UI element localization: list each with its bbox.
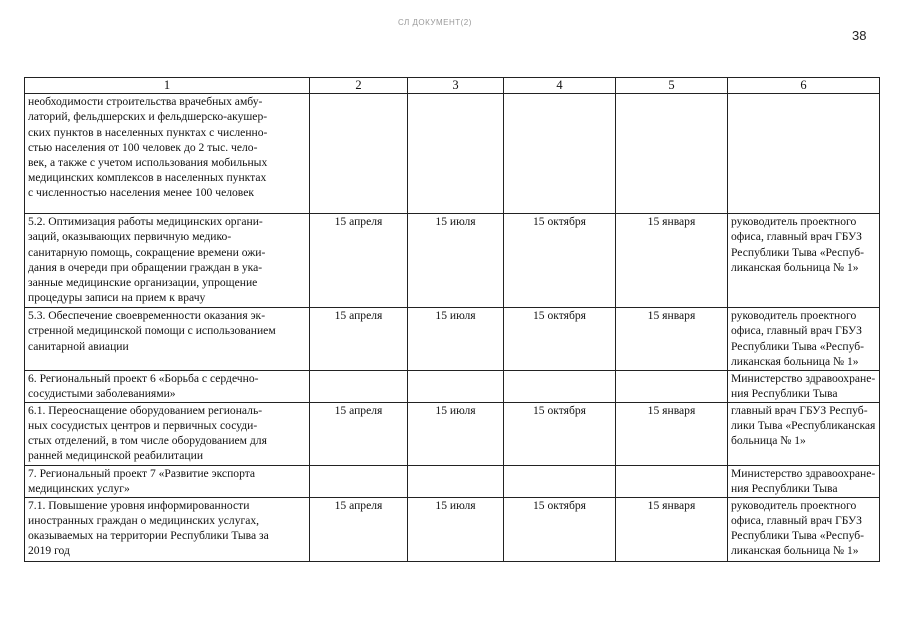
table-body xyxy=(25,78,880,562)
measure-text-line: необходимости строительства врачебных амбу- xyxy=(28,95,263,109)
deadline-cell: 15 июля xyxy=(408,308,504,371)
measure-text-line: заций, оказывающих первичную медико- xyxy=(28,230,232,244)
measure-text-line: 5.2. Оптимизация работы медицинских органи- xyxy=(28,215,263,229)
deadline-cell: 15 апреля xyxy=(310,214,408,308)
table-row xyxy=(25,371,880,402)
table-header-row xyxy=(25,78,880,94)
deadline-cell: 15 января xyxy=(616,308,728,371)
deadline-cell: 15 января xyxy=(616,214,728,308)
measure-text-line: 5.3. Обеспечение своевременности оказания эк- xyxy=(28,309,266,323)
deadline-cell: 15 июля xyxy=(408,214,504,308)
measure-text-line: стых отделений, в том числе оборудованием для xyxy=(28,434,267,448)
measure-text-line: сосудистыми заболеваниями» xyxy=(28,387,176,401)
measure-cell xyxy=(25,497,310,561)
deadline-cell xyxy=(616,465,728,497)
responsible-text-line: Республики Тыва «Респуб- xyxy=(731,529,864,543)
responsible-cell xyxy=(728,402,880,465)
deadline-cell: 15 октября xyxy=(504,214,616,308)
responsible-text-line: Министерство здравоохране- xyxy=(731,372,876,386)
responsible-cell xyxy=(728,214,880,308)
deadline-cell xyxy=(408,94,504,214)
table-row xyxy=(25,94,880,214)
deadline-cell: 15 июля xyxy=(408,402,504,465)
deadline-cell xyxy=(310,465,408,497)
measure-cell xyxy=(25,214,310,308)
responsible-text-line: руководитель проектного xyxy=(731,215,857,229)
deadline-cell: 15 января xyxy=(616,402,728,465)
column-header: 4 xyxy=(504,78,616,94)
measure-text-line: процедуры записи на прием к врачу xyxy=(28,291,206,305)
deadline-cell: 15 октября xyxy=(504,308,616,371)
measure-cell xyxy=(25,94,310,214)
page-number: 38 xyxy=(852,28,867,43)
responsible-text-line: лики Тыва «Республиканская xyxy=(731,418,876,432)
column-header: 2 xyxy=(310,78,408,94)
responsible-text-line: главный врач ГБУЗ Респуб- xyxy=(731,403,868,417)
column-header: 5 xyxy=(616,78,728,94)
table-row xyxy=(25,214,880,308)
deadline-cell: 15 октября xyxy=(504,402,616,465)
responsible-cell xyxy=(728,308,880,371)
measure-text-line: латорий, фельдшерских и фельдшерско-акушер- xyxy=(28,110,268,124)
responsible-text-line: офиса, главный врач ГБУЗ xyxy=(731,513,862,527)
responsible-text-line: офиса, главный врач ГБУЗ xyxy=(731,324,862,338)
measure-text-line: оказываемых на территории Республики Тыва за xyxy=(28,529,269,543)
table-row xyxy=(25,402,880,465)
measure-cell xyxy=(25,465,310,497)
measure-text-line: ских пунктов в населенных пунктах с численно- xyxy=(28,125,268,139)
deadline-cell xyxy=(504,371,616,402)
measure-text-line: занные медицинские организации, упрощение xyxy=(28,276,258,290)
measure-text-line: медицинских комплексов в населенных пунктах xyxy=(28,171,267,185)
deadline-cell xyxy=(310,371,408,402)
measure-text-line: 6. Региональный проект 6 «Борьба с сердечно- xyxy=(28,372,259,386)
responsible-text-line: Республики Тыва «Респуб- xyxy=(731,339,864,353)
deadline-cell: 15 апреля xyxy=(310,402,408,465)
plan-table xyxy=(24,77,880,562)
measure-text-line: дания в очереди при обращении граждан в ука- xyxy=(28,260,263,274)
measure-cell xyxy=(25,371,310,402)
responsible-cell xyxy=(728,371,880,402)
measure-text-line: ранней медицинской реабилитации xyxy=(28,449,204,463)
responsible-text-line: ния Республики Тыва xyxy=(731,481,838,495)
measure-text-line: санитарную помощь, сокращение времени ожи- xyxy=(28,245,266,259)
table-row xyxy=(25,308,880,371)
deadline-cell xyxy=(616,94,728,214)
measure-text-line: медицинских услуг» xyxy=(28,481,130,495)
responsible-text-line: офиса, главный врач ГБУЗ xyxy=(731,230,862,244)
deadline-cell: 15 октября xyxy=(504,497,616,561)
table-row xyxy=(25,465,880,497)
document-stamp: СЛ ДОКУМЕНТ(2) xyxy=(398,18,472,27)
deadline-cell xyxy=(408,465,504,497)
measure-text-line: стренной медицинской помощи с использованием xyxy=(28,324,276,338)
responsible-text-line: руководитель проектного xyxy=(731,498,857,512)
responsible-text-line: ликанская больница № 1» xyxy=(731,544,859,558)
responsible-text-line: ликанская больница № 1» xyxy=(731,260,859,274)
responsible-text-line: руководитель проектного xyxy=(731,309,857,323)
measure-text-line: с численностью населения менее 100 человек xyxy=(28,186,254,200)
responsible-text-line: ликанская больница № 1» xyxy=(731,354,859,368)
responsible-cell xyxy=(728,465,880,497)
table-row xyxy=(25,497,880,561)
deadline-cell xyxy=(616,371,728,402)
deadline-cell xyxy=(310,94,408,214)
measure-text-line: 7. Региональный проект 7 «Развитие экспорта xyxy=(28,466,256,480)
deadline-cell xyxy=(504,465,616,497)
deadline-cell: 15 апреля xyxy=(310,308,408,371)
measure-cell xyxy=(25,402,310,465)
measure-text-line: 2019 год xyxy=(28,544,70,558)
column-header: 3 xyxy=(408,78,504,94)
responsible-text-line: ния Республики Тыва xyxy=(731,387,838,401)
deadline-cell: 15 апреля xyxy=(310,497,408,561)
responsible-text-line: Министерство здравоохране- xyxy=(731,466,876,480)
responsible-text-line: больница № 1» xyxy=(731,434,806,448)
deadline-cell xyxy=(408,371,504,402)
deadline-cell: 15 июля xyxy=(408,497,504,561)
deadline-cell xyxy=(504,94,616,214)
measure-text-line: 6.1. Переоснащение оборудованием региональ- xyxy=(28,403,263,417)
column-header: 6 xyxy=(728,78,880,94)
measure-text-line: санитарной авиации xyxy=(28,339,129,353)
measure-text-line: век, а также с учетом использования мобильных xyxy=(28,156,268,170)
measure-text-line: ных сосудистых центров и первичных сосуди- xyxy=(28,418,258,432)
column-header: 1 xyxy=(25,78,310,94)
responsible-cell xyxy=(728,497,880,561)
deadline-cell: 15 января xyxy=(616,497,728,561)
measure-text-line: стью населения от 100 человек до 2 тыс. чело- xyxy=(28,140,258,154)
measure-text-line: 7.1. Повышение уровня информированности xyxy=(28,498,250,512)
measure-text-line: иностранных граждан о медицинских услугах, xyxy=(28,513,260,527)
responsible-text-line: Республики Тыва «Респуб- xyxy=(731,245,864,259)
responsible-cell xyxy=(728,94,880,214)
measure-cell xyxy=(25,308,310,371)
